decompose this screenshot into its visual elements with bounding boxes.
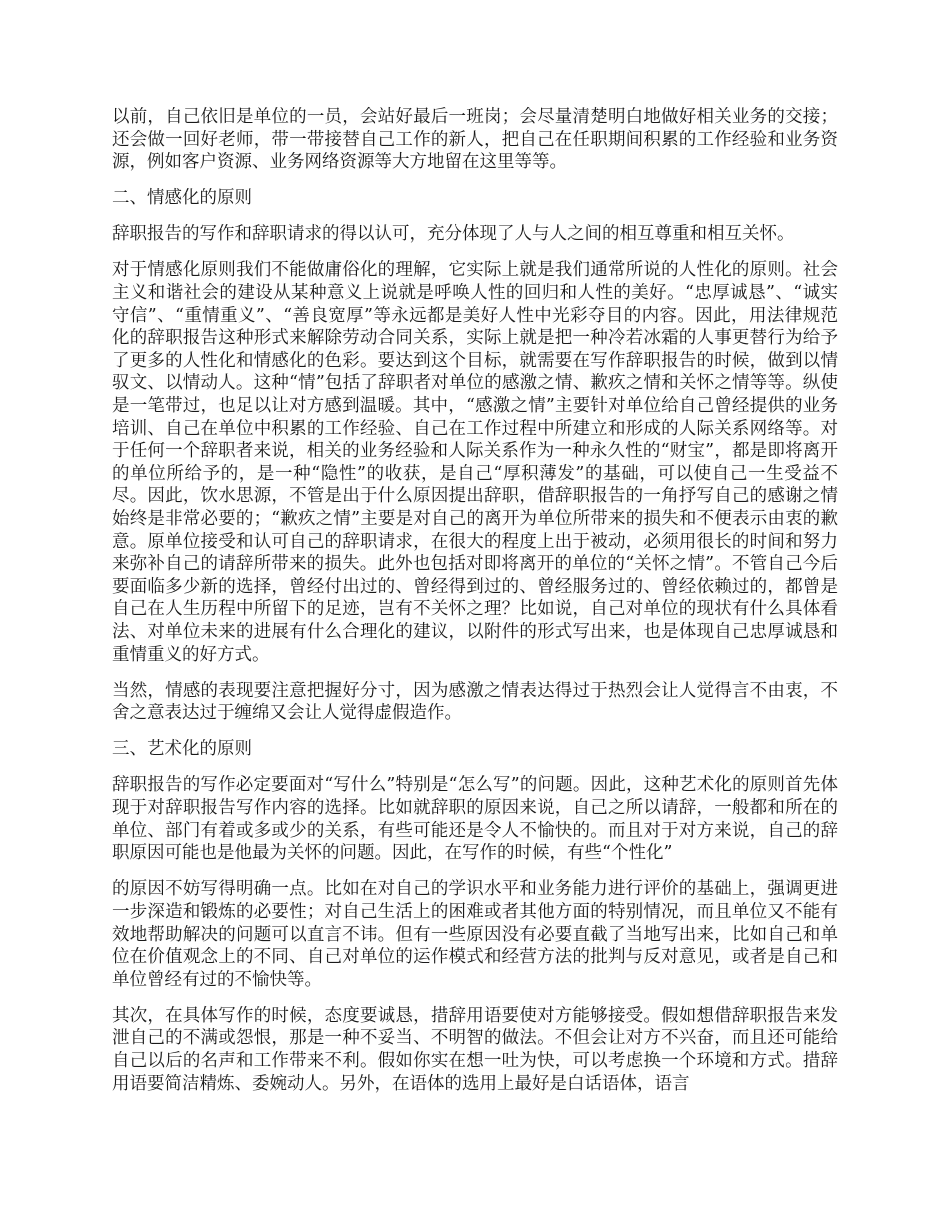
section-heading-emotional: 二、情感化的原则 <box>112 188 252 209</box>
paragraph-artistic-principle: 辞职报告的写作必定要面对“写什么”特别是“怎么写”的问题。因此，这种艺术化的原则首先体现于对辞职报告写作内容的选择。比如就辞职的原因来说，自己之所以请辞，一般都和所在的单位、部门有着或多或少的关系，有些可能还是令人不愉快的。而且对于对方来说，自己的辞职原因可能也是他最为关怀的问题。因此，在写作的时候，有些“个性化” <box>112 775 838 864</box>
paragraph-respect: 辞职报告的写作和辞职请求的得以认可，充分体现了人与人之间的相互尊重和相互关怀。 <box>112 224 795 245</box>
paragraph-handover: 以前，自己依旧是单位的一员，会站好最后一班岗；会尽量清楚明白地做好相关业务的交接；还会做一回好老师，带一带接替自己工作的新人，把自己在任职期间积累的工作经验和业务资源，例如客户资源、业务网络资源等大方地留在这里等等。 <box>112 107 838 173</box>
paragraph-emotion-measure: 当然，情感的表现要注意把握好分寸，因为感激之情表达得过于热烈会让人觉得言不由衷，不舍之意表达过于缠绵又会让人觉得虚假造作。 <box>112 680 838 724</box>
paragraph-emotional-principle: 对于情感化原则我们不能做庸俗化的理解，它实际上就是我们通常所说的人性化的原则。社会主义和谐社会的建设从某种意义上说就是呼唤人性的回归和人性的美好。“忠厚诚恳”、“诚实守信”、“重情重义”、“善良宽厚”等永远都是美好人性中光彩夺目的内容。因此，用法律规范化的辞职报告这种形式来解除劳动合同关系，实际上就是把一种冷若冰霜的人事更替行为给予了更多的人性化和情感化的色彩。要达到这个目标，就需要在写作辞职报告的时候，做到以情驭文、以情动人。这种“情”包括了辞职者对单位的感激之情、歉疚之情和关怀之情等等。纵使是一笔带过，也足以让对方感到温暖。其中，“感激之情”主要针对单位给自己曾经提供的业务培训、自己在单位中积累的工作经验、自己在工作过程中所建立和形成的人际关系网络等。对于任何一个辞职者来说，相关的业务经验和人际关系作为一种永久性的“财宝”，都是即将离开的单位所给予的，是一种“隐性”的收获，是自己“厚积薄发”的基础，可以使自己一生受益不尽。因此，饮水思源，不管是出于什么原因提出辞职，借辞职报告的一角抒写自己的感谢之情始终是非常必要的；“歉疚之情”主要是对自己的离开为单位所带来的损失和不便表示由衷的歉意。原单位接受和认可自己的辞职请求，在很大的程度上出于被动，必须用很长的时间和努力来弥补自己的请辞所带来的损失。此外也包括对即将离开的单位的“关怀之情”。不管自己今后要面临多少新的选择，曾经付出过的、曾经得到过的、曾经服务过的、曾经依赖过的，都曾是自己在人生历程中所留下的足迹，岂有不关怀之理？比如说，自己对单位的现状有什么具体看法、对单位未来的进展有什么合理化的建议，以附件的形式写出来，也是体现自己忠厚诚恳和重情重义的好方式。 <box>112 260 838 665</box>
document-body <box>112 106 838 1109</box>
section-heading-artistic: 三、艺术化的原则 <box>112 739 252 760</box>
paragraph-attitude: 其次，在具体写作的时候，态度要诚恳，措辞用语要使对方能够接受。假如想借辞职报告来发泄自己的不满或怨恨，那是一种不妥当、不明智的做法。不但会让对方不兴奋，而且还可能给自己以后的名声和工作带来不利。假如你实在想一吐为快，可以考虑换一个环境和方式。措辞用语要简洁精炼、委婉动人。另外，在语体的选用上最好是白话语体，语言 <box>112 1005 838 1094</box>
paragraph-reasons: 的原因不妨写得明确一点。比如在对自己的学识水平和业务能力进行评价的基础上，强调更进一步深造和锻炼的必要性；对自己生活上的困难或者其他方面的特别情况，而且单位又不能有效地帮助解决的问题可以直言不讳。但有一些原因没有必要直截了当地写出来，比如自己和单位在价值观念上的不同、自己对单位的运作模式和经营方法的批判与反对意见，或者是自己和单位曾经有过的不愉快等。 <box>112 879 838 990</box>
